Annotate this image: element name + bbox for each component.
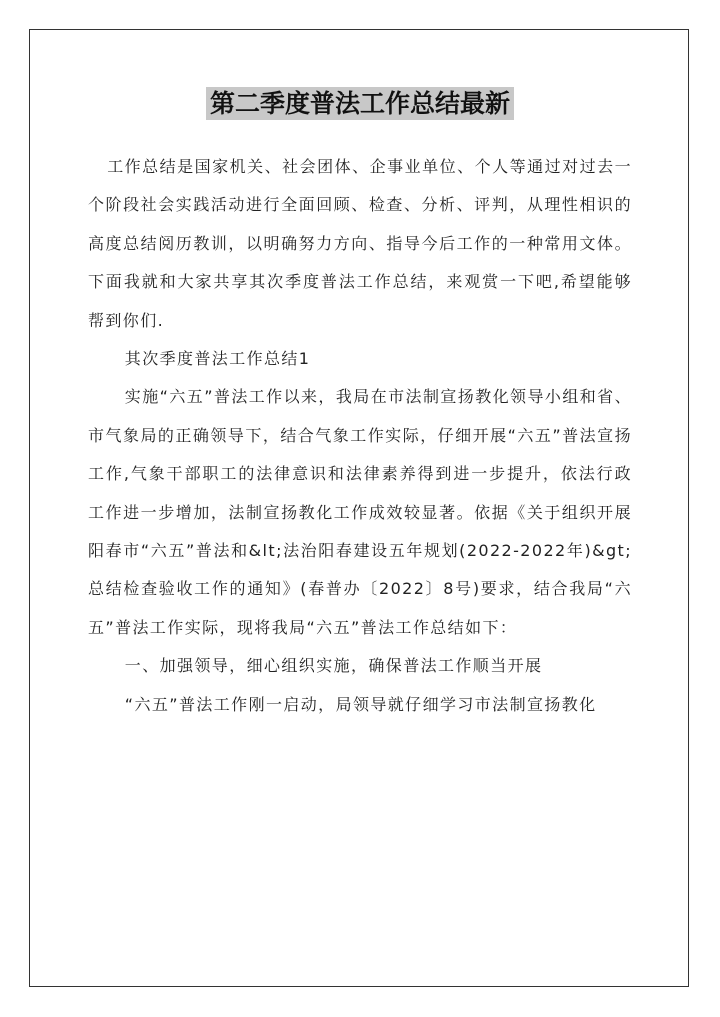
subsection-heading: 一、加强领导，细心组织实施，确保普法工作顺当开展 [124, 656, 543, 676]
document-title [0, 84, 720, 124]
body-paragraph: “六五”普法工作刚一启动，局领导就仔细学习市法制宣扬教化 [124, 694, 597, 714]
body-paragraph: 实施“六五”普法工作以来，我局在市法制宣扬教化领导小组和省、市气象局的正确领导下，结合气象工作实际，仔细开展“六五”普法宣扬工作,气象干部职工的法律意识和法律素养得到进一步提升，依法行政工作进一步增加，法制宣扬教化工作成效较显著。依据《关于组织开展阳春市“六五”普法和&lt;法治阳春建设五年规划(2022-2022年)&gt;总结检查验收工作的通知》(春普办〔2022〕8号)要求，结合我局“六五”普法工作实际，现将我局“六五”普法工作总结如下： [88, 387, 632, 637]
section-heading: 其次季度普法工作总结1 [124, 349, 311, 369]
document-title-text: 第二季度普法工作总结最新 [206, 87, 514, 120]
intro-paragraph: 工作总结是国家机关、社会团体、企事业单位、个人等通过对过去一个阶段社会实践活动进行全面回顾、检查、分析、评判，从理性相识的高度总结阅历教训，以明确努力方向、指导今后工作的一种常用文体。下面我就和大家共享其次季度普法工作总结，来观赏一下吧,希望能够帮到你们. [88, 157, 632, 330]
document-body [88, 148, 632, 724]
